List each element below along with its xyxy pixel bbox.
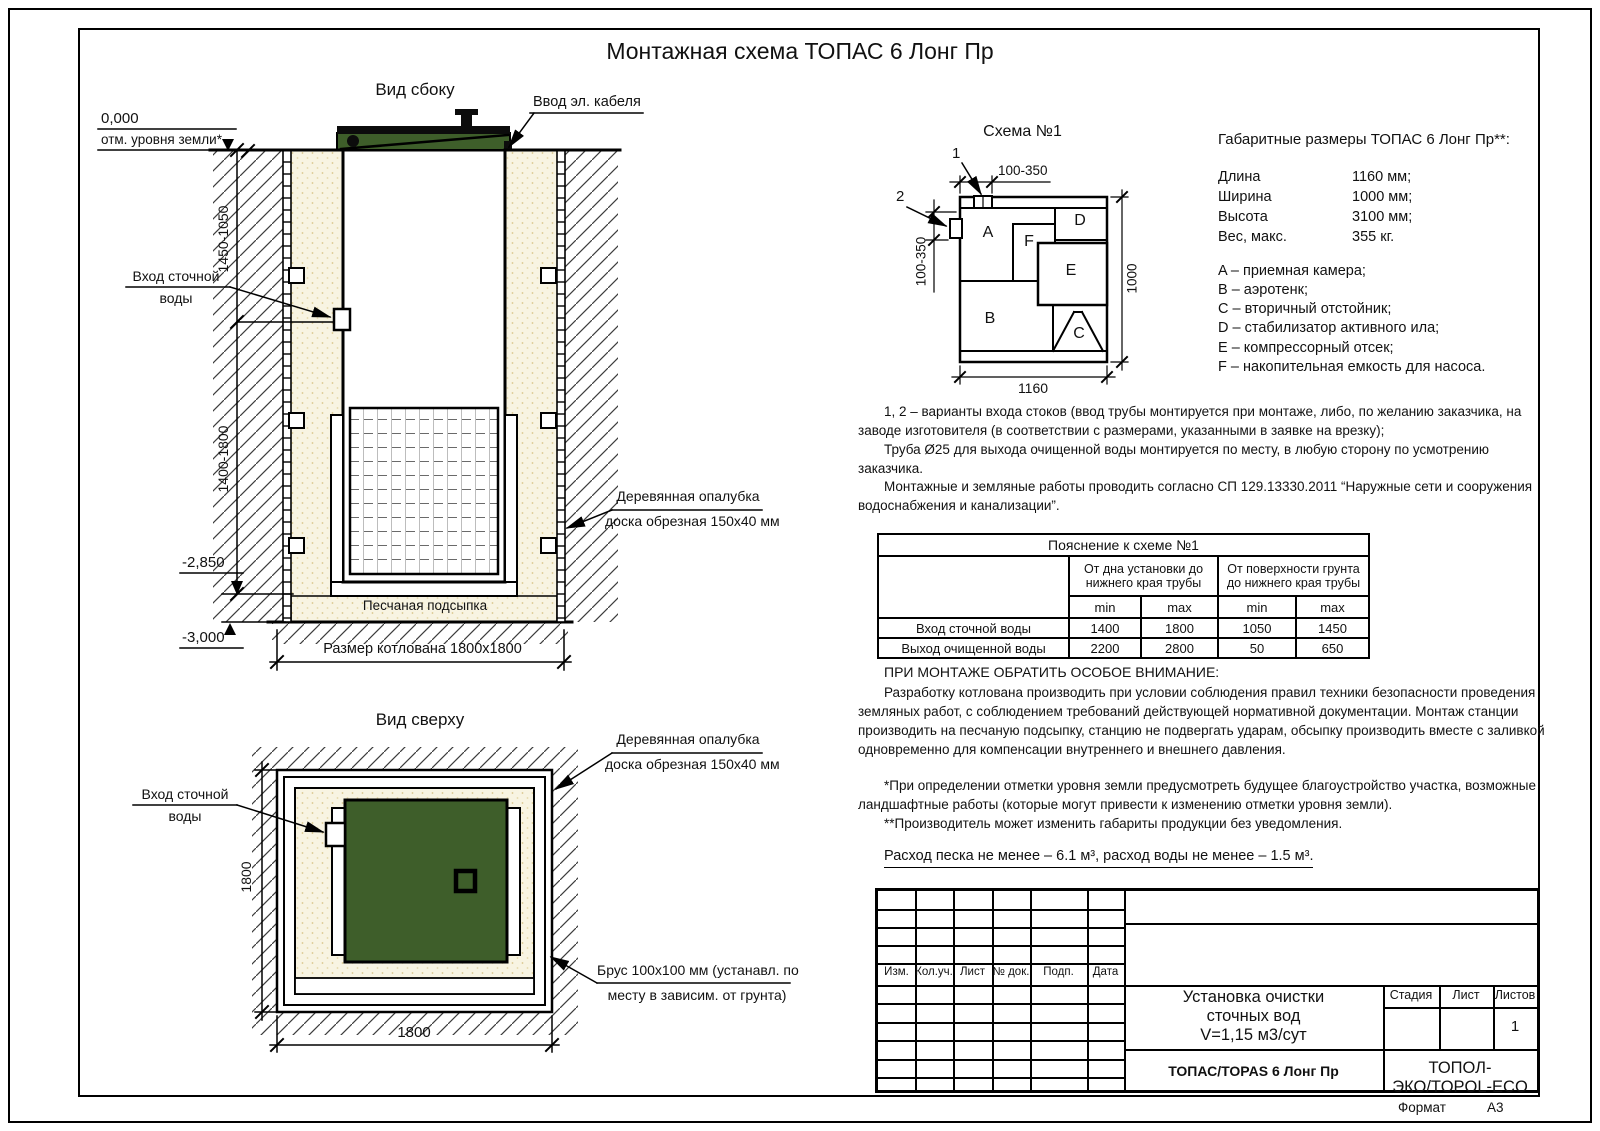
table-group2-header: От поверхности грунта до нижнего края трубы: [1218, 556, 1369, 596]
tb-col-list: Лист: [960, 966, 985, 978]
spec-label: Вес, макс.: [1218, 229, 1287, 245]
spec-value: 1160 мм;: [1352, 169, 1412, 185]
table-corner-cell: [878, 556, 1069, 618]
tank-base-strip: [331, 582, 517, 596]
schema-title: Схема №1: [983, 123, 1062, 140]
schema-dim-right: 1000: [1124, 263, 1140, 294]
inlet-label-top-1: Вход сточной: [141, 786, 229, 802]
table-group1-header: От дна установки до нижнего края трубы: [1069, 556, 1218, 596]
footnote-manufacturer: **Производитель может изменить габариты продукции без уведомления.: [884, 816, 1343, 831]
compartment-c-label: C: [1073, 325, 1085, 342]
row-value: 1450: [1296, 618, 1369, 638]
doc-title-line3: V=1,15 м3/сут: [1200, 1026, 1307, 1044]
beam-label-1: Брус 100х100 мм (устанавл. по: [597, 962, 799, 978]
tb-col-data: Дата: [1092, 966, 1119, 978]
tb-col-koluch: Кол.уч.: [915, 966, 953, 978]
formwork-right: [557, 150, 565, 622]
side-view-title: Вид сбоку: [375, 80, 455, 99]
schema-marker-1: 1: [952, 145, 961, 162]
inlet-label-side-1: Вход сточной: [132, 268, 220, 284]
format-value: А3: [1487, 1100, 1504, 1115]
compartment-d-label: D: [1074, 212, 1086, 229]
sand-bedding-label: Песчаная подсыпка: [362, 598, 488, 613]
pit-size-label: Размер котлована 1800х1800: [323, 641, 522, 657]
top-view-title: Вид сверху: [375, 710, 465, 729]
level-3000-label: -3,000: [182, 629, 225, 646]
footnote-ground-level: *При определении отметки уровня земли предусмотреть будущее благоустройство участка, возможные ландшафтные работы (которые могут привести к изменению отметки уровня земли).: [858, 778, 1537, 812]
row-value: 50: [1218, 638, 1296, 658]
tb-product-name: ТОПАС/TOPAS 6 Лонг Пр: [1168, 1063, 1339, 1079]
legend-item: A – приемная камера;: [1218, 263, 1366, 279]
table-title: Пояснение к схеме №1: [878, 534, 1369, 556]
table-max-header: max: [1296, 596, 1369, 618]
tank-body-top: [345, 800, 507, 962]
row-label: Выход очищенной воды: [878, 638, 1069, 658]
row-value: 650: [1296, 638, 1369, 658]
spec-value: 1000 мм;: [1352, 189, 1413, 205]
note-sp-standard: Монтажные и земляные работы проводить согласно СП 129.13330.2011 “Наружные сети и сооружения водоснабжения и канализации”.: [858, 479, 1533, 513]
formwork-label-top-1: Деревянная опалубка: [616, 731, 760, 747]
schema-dim-bottom: 1160: [1017, 380, 1049, 396]
tb-company-name: ТОПОЛ-ЭКО/TOPOL-ECO: [1392, 1059, 1528, 1096]
side-view-drawing: [98, 109, 762, 670]
inlet-label-side-2: воды: [159, 290, 193, 306]
row-value: 1800: [1141, 618, 1218, 638]
title-block: [875, 888, 1540, 1096]
schema-marker-2: 2: [896, 188, 905, 205]
tank-basket-grid: [350, 408, 498, 574]
legend-item: D – стабилизатор активного ила;: [1218, 320, 1440, 336]
tank-rail-left: [331, 415, 343, 582]
schema-dim-top: 100-350: [998, 163, 1048, 178]
compartment-e-label: E: [1065, 262, 1077, 279]
inlet-port-top: [326, 823, 345, 846]
schema-dim-left: 100-350: [913, 236, 929, 287]
legend-item: F – накопительная емкость для насоса.: [1218, 359, 1486, 375]
explanation-table: [877, 533, 1370, 659]
tb-col-ndok: № док.: [992, 966, 1030, 978]
table-row: [878, 638, 1369, 658]
legend-item: E – компрессорный отсек;: [1218, 340, 1394, 356]
note-variants-1: 1, 2 – варианты входа стоков (ввод трубы монтируется при монтаже, либо, по желанию заказчика, на заводе изготовителя (в соответствии с размерами, указанными в заявке на врезку);: [858, 404, 1522, 438]
attention-title: ПРИ МОНТАЖЕ ОБРАТИТЬ ОСОБОЕ ВНИМАНИЕ:: [884, 664, 1220, 680]
schema-drawing: [907, 163, 1128, 384]
doc-title-line1: Установка очистки: [1182, 988, 1325, 1006]
spec-value: 3100 мм;: [1352, 209, 1413, 225]
consumption-note: Расход песка не менее – 6.1 м³, расход воды не менее – 1.5 м³.: [884, 848, 1313, 868]
inlet-port-side: [334, 309, 350, 330]
compartment-a-label: A: [982, 224, 994, 241]
tb-stage-header: Стадия: [1389, 988, 1433, 1002]
spec-label: Длина: [1218, 169, 1261, 185]
table-max-header: max: [1141, 596, 1218, 618]
zero-mark-label: 0,000: [101, 110, 139, 127]
specs-title: Габаритные размеры ТОПАС 6 Лонг Пр**:: [1218, 131, 1510, 148]
row-value: 1400: [1069, 618, 1141, 638]
compartment-f-label: F: [1024, 233, 1034, 250]
dim-depth-bottom: 1400-1800: [215, 425, 231, 493]
formwork-label-side-2: доска обрезная 150х40 мм: [605, 513, 780, 529]
vent-stub: [461, 114, 472, 127]
table-row: [878, 618, 1369, 638]
beam-label-2: месту в зависим. от грунта): [607, 987, 787, 1003]
cable-entry-label: Ввод эл. кабеля: [533, 94, 641, 110]
dim-1800-bottom: 1800: [397, 1024, 431, 1041]
row-value: 2200: [1069, 638, 1141, 658]
soil-hatch-right: [565, 150, 618, 622]
spec-label: Ширина: [1218, 189, 1272, 205]
table-min-header: min: [1069, 596, 1141, 618]
dim-depth-top: 1450-1050: [215, 205, 231, 273]
dim-1800-left: 1800: [238, 861, 254, 893]
row-label: Вход сточной воды: [878, 618, 1069, 638]
row-value: 1050: [1218, 618, 1296, 638]
level-2850-label: -2,850: [182, 554, 225, 571]
tank-rail-right: [505, 415, 517, 582]
inlet-label-top-2: воды: [168, 808, 202, 824]
inlet-variant-2-port: [950, 219, 962, 238]
legend-item: C – вторичный отстойник;: [1218, 301, 1392, 317]
table-min-header: min: [1218, 596, 1296, 618]
ground-mark-label: отм. уровня земли*: [101, 132, 222, 147]
compartment-b-label: B: [984, 310, 996, 327]
formwork-label-side-1: Деревянная опалубка: [616, 488, 760, 504]
beam-strip: [295, 978, 534, 994]
tb-col-podp: Подп.: [1043, 966, 1074, 978]
formwork-label-top-2: доска обрезная 150х40 мм: [605, 756, 780, 772]
lid-opening: [347, 135, 359, 147]
spec-label: Высота: [1218, 209, 1268, 225]
spec-value: 355 кг.: [1352, 229, 1395, 245]
tb-sheet-header: Лист: [1452, 988, 1480, 1002]
row-value: 2800: [1141, 638, 1218, 658]
tb-sheets-header: Листов: [1494, 988, 1536, 1002]
legend-item: B – аэротенк;: [1218, 282, 1308, 298]
tb-col-izm: Изм.: [884, 966, 909, 978]
format-label: Формат: [1398, 1100, 1446, 1115]
tb-sheets-value: 1: [1510, 1018, 1520, 1035]
attention-body: Разработку котлована производить при условии соблюдения правил техники безопасности проведения земляных работ, с соблюдением требований действующей нормативной документации. Монтаж станции производить на песчаную подсыпку, станцию не подвергать ударам, обсыпку производить вместе с заливкой одновременно для компенсации внутреннего и внешнего давления.: [858, 685, 1545, 757]
page-title: Монтажная схема ТОПАС 6 Лонг Пр: [606, 38, 994, 64]
doc-title-line2: сточных вод: [1206, 1007, 1301, 1025]
note-variants-2: Труба Ø25 для выхода очищенной воды монтируется по месту, в любую сторону по усмотрению заказчика.: [858, 442, 1490, 476]
